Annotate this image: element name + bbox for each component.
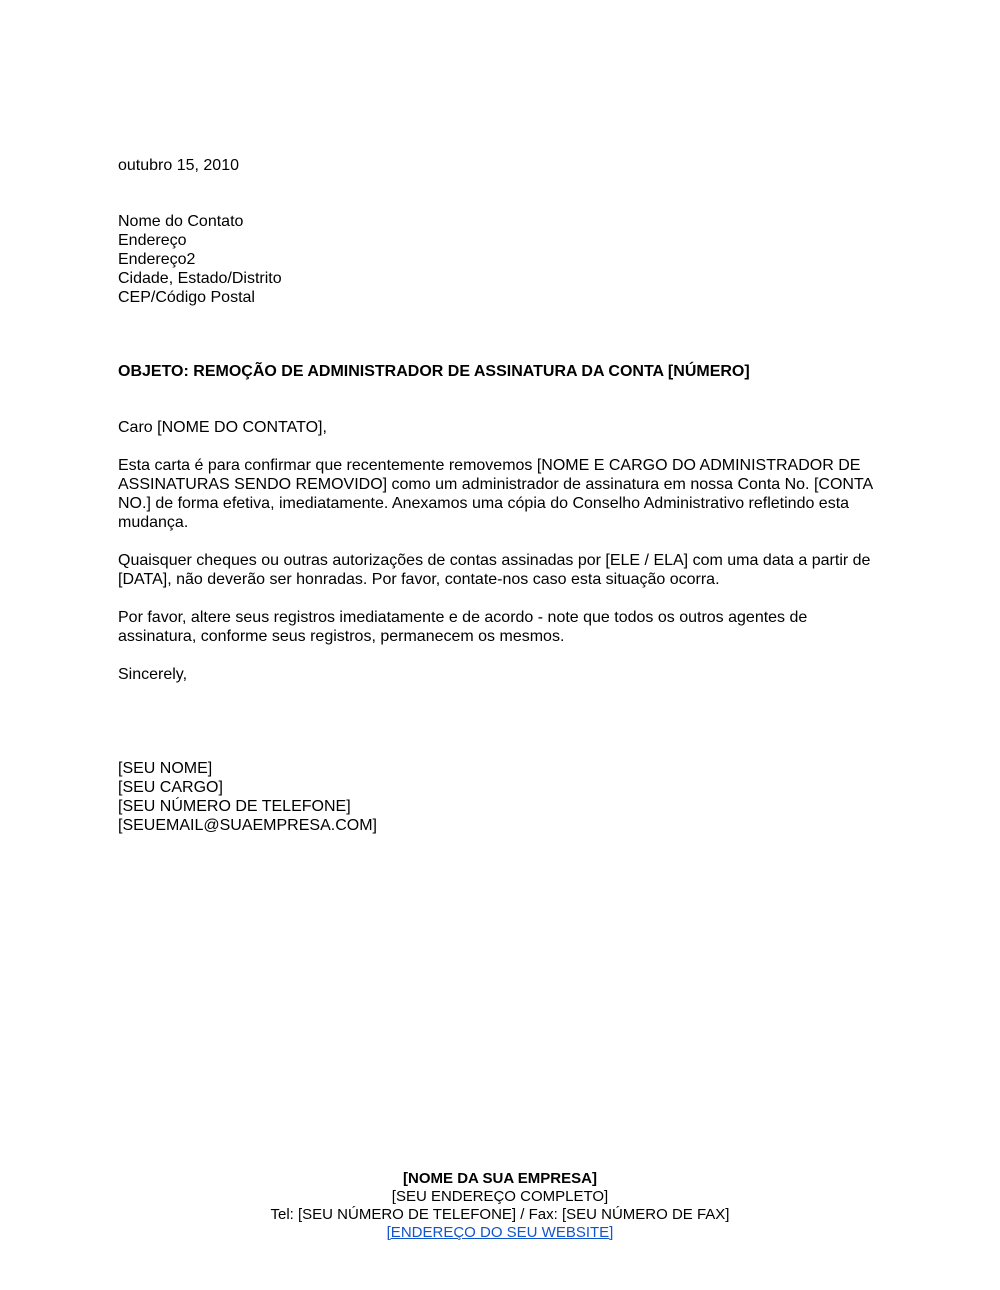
footer-address: [SEU ENDEREÇO COMPLETO] (391, 1188, 609, 1205)
footer-company-name: [NOME DA SUA EMPRESA] (403, 1170, 597, 1187)
body-paragraph-3: Por favor, altere seus registros imediatamente e de acordo - note que todos os outros agentes de assinatura, conforme seus registros, permanecem os mesmos. (118, 609, 808, 645)
recipient-address-line1: Endereço (118, 232, 187, 249)
signature-name: [SEU NOME] (118, 760, 213, 777)
closing: Sincerely, (118, 666, 188, 683)
letter-date: outubro 15, 2010 (118, 157, 239, 174)
salutation: Caro [NOME DO CONTATO], (118, 419, 327, 436)
signature-block (118, 759, 880, 835)
recipient-name: Nome do Contato (118, 213, 244, 230)
signature-title: [SEU CARGO] (118, 779, 223, 796)
footer-block (0, 1170, 1000, 1242)
subject-line: OBJETO: REMOÇÃO DE ADMINISTRADOR DE ASSINATURA DA CONTA [NÚMERO] (118, 363, 750, 380)
recipient-city-state: Cidade, Estado/Distrito (118, 270, 282, 287)
body-paragraph-1: Esta carta é para confirmar que recentemente removemos [NOME E CARGO DO ADMINISTRADOR DE ASSINATURAS SENDO REMOVIDO] como um administrador de assinatura em nossa Conta No. [CONTA NO.] de forma efetiva, imediatamente. Anexamos uma cópia do Conselho Administrativo refletindo esta mudança. (118, 457, 873, 531)
footer-website-link[interactable]: [ENDEREÇO DO SEU WEBSITE] (386, 1224, 614, 1241)
signature-email: [SEUEMAIL@SUAEMPRESA.COM] (118, 817, 377, 834)
signature-phone: [SEU NÚMERO DE TELEFONE] (118, 798, 351, 815)
recipient-address-line2: Endereço2 (118, 251, 196, 268)
body-paragraph-2: Quaisquer cheques ou outras autorizações de contas assinadas por [ELE / ELA] com uma data a partir de [DATA], não deverão ser honradas. Por favor, contate-nos caso esta situação ocorra. (118, 552, 871, 588)
recipient-block (118, 212, 880, 307)
recipient-postal-code: CEP/Código Postal (118, 289, 255, 306)
footer-tel-fax: Tel: [SEU NÚMERO DE TELEFONE] / Fax: [SEU NÚMERO DE FAX] (270, 1206, 730, 1223)
